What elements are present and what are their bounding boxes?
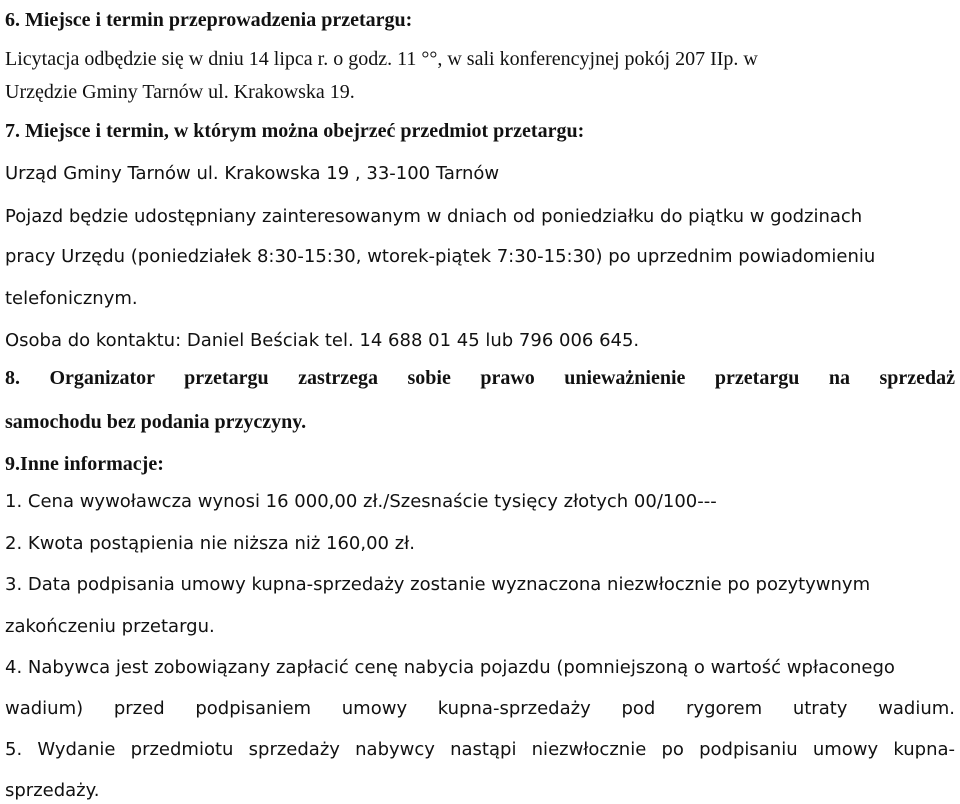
section-9-item-3-line-1: 3. Data podpisania umowy kupna-sprzedaży zostanie wyznaczona niezwłocznie po pozytywnym bbox=[5, 574, 871, 595]
section-7-availability-2: pracy Urzędu (poniedziałek 8:30-15:30, wtorek-piątek 7:30-15:30) po uprzednim powiadomieniu bbox=[5, 246, 876, 267]
section-9-heading: 9.Inne informacje: bbox=[5, 453, 164, 475]
section-9-item-1: 1. Cena wywoławcza wynosi 16 000,00 zł./Szesnaście tysięcy złotych 00/100--- bbox=[5, 491, 717, 512]
section-9-item-2: 2. Kwota postąpienia nie niższa niż 160,00 zł. bbox=[5, 533, 416, 554]
section-9-item-3-line-2: zakończeniu przetargu. bbox=[5, 616, 215, 637]
section-6-line-1: Licytacja odbędzie się w dniu 14 lipca r. o godz. 11 °°, w sali konferencyjnej pokój 207 IIp. w bbox=[5, 48, 758, 70]
section-9-item-5-line-1: 5. Wydanie przedmiotu sprzedaży nabywcy nastąpi niezwłocznie po podpisaniu umowy kupna- bbox=[5, 739, 955, 760]
section-9-item-4-line-2: wadium) przed podpisaniem umowy kupna-sprzedaży pod rygorem utraty wadium. bbox=[5, 698, 955, 719]
section-7-heading: 7. Miejsce i termin, w którym można obejrzeć przedmiot przetargu: bbox=[5, 120, 585, 142]
section-7-contact: Osoba do kontaktu: Daniel Beściak tel. 14 688 01 45 lub 796 006 645. bbox=[5, 330, 640, 351]
section-7-address: Urząd Gminy Tarnów ul. Krakowska 19 , 33-100 Tarnów bbox=[5, 163, 500, 184]
section-9-item-5-line-2: sprzedaży. bbox=[5, 780, 100, 801]
section-8-line-1: 8. Organizator przetargu zastrzega sobie prawo unieważnienie przetargu na sprzedaż bbox=[5, 367, 955, 389]
section-9-item-4-line-1: 4. Nabywca jest zobowiązany zapłacić cenę nabycia pojazdu (pomniejszoną o wartość wpłaconego bbox=[5, 657, 895, 678]
section-7-availability-3: telefonicznym. bbox=[5, 288, 138, 309]
section-6-heading: 6. Miejsce i termin przeprowadzenia przetargu: bbox=[5, 9, 413, 31]
section-7-availability-1: Pojazd będzie udostępniany zainteresowanym w dniach od poniedziałku do piątku w godzinach bbox=[5, 206, 863, 227]
section-6-line-2: Urzędzie Gminy Tarnów ul. Krakowska 19. bbox=[5, 81, 355, 103]
section-8-line-2: samochodu bez podania przyczyny. bbox=[5, 411, 307, 433]
